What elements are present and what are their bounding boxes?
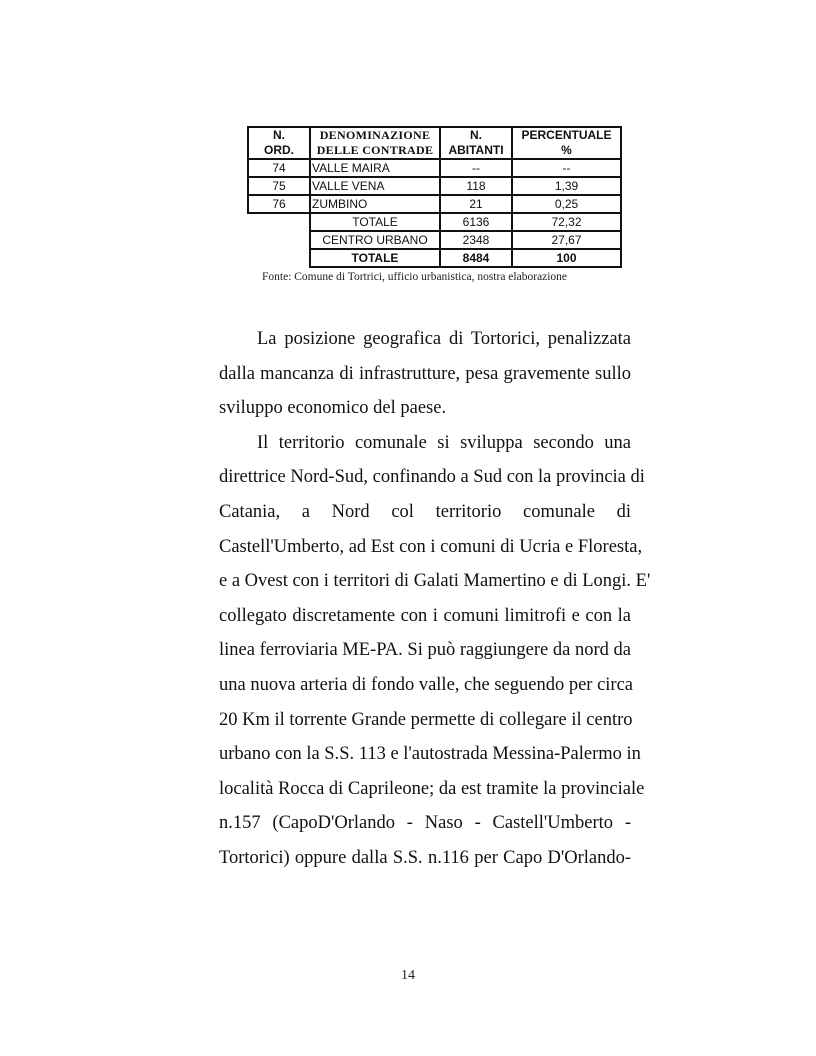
- cell-total-percentuale: 72,32: [512, 213, 621, 231]
- paragraph: [219, 322, 631, 426]
- grand-total-row: [248, 249, 621, 267]
- text-line: sviluppo economico del paese.: [219, 398, 447, 419]
- cell-percentuale: 1,39: [512, 177, 621, 195]
- paragraph: [219, 426, 651, 876]
- text-line: Tortorici) oppure dalla S.S. n.116 per Capo D'Orlando-: [219, 847, 631, 868]
- header-ord: N. ORD.: [248, 127, 310, 159]
- population-table: [247, 126, 622, 268]
- text-line: Il territorio comunale si sviluppa secondo una: [257, 432, 631, 453]
- cell-ord: 75: [248, 177, 310, 195]
- cell-name: VALLE MAIRA: [310, 159, 440, 177]
- cell-total-label: TOTALE: [310, 213, 440, 231]
- cell-ord: 74: [248, 159, 310, 177]
- cell-grand-total-percentuale: 100: [512, 249, 621, 267]
- text-line: località Rocca di Caprileone; da est tramite la provinciale: [219, 778, 645, 799]
- text-line: collegato discretamente con i comuni limitrofi e con la: [219, 605, 631, 626]
- totals-row: [248, 213, 621, 231]
- text-line: direttrice Nord-Sud, confinando a Sud con la provincia di: [219, 467, 645, 488]
- blank-cell: [248, 213, 310, 231]
- text-line: linea ferroviaria ME-PA. Si può raggiungere da nord da: [219, 640, 631, 661]
- cell-total-abitanti: 2348: [440, 231, 512, 249]
- text-line: Castell'Umberto, ad Est con i comuni di Ucria e Floresta,: [219, 536, 643, 557]
- cell-total-percentuale: 27,67: [512, 231, 621, 249]
- cell-total-abitanti: 6136: [440, 213, 512, 231]
- cell-ord: 76: [248, 195, 310, 213]
- cell-name: ZUMBINO: [310, 195, 440, 213]
- header-denominazione: DENOMINAZIONE DELLE CONTRADE: [310, 127, 440, 159]
- text-line: La posizione geografica di Tortorici, penalizzata: [257, 329, 631, 349]
- text-line: urbano con la S.S. 113 e l'autostrada Messina-Palermo in: [219, 744, 641, 765]
- text-line: Catania, a Nord col territorio comunale di: [219, 501, 631, 522]
- cell-total-label: CENTRO URBANO: [310, 231, 440, 249]
- blank-cell: [248, 231, 310, 249]
- page-number: 14: [401, 968, 415, 983]
- text-line: n.157 (CapoD'Orlando - Naso - Castell'Umberto -: [219, 813, 631, 834]
- table-row: [248, 195, 621, 213]
- cell-grand-total-label: TOTALE: [310, 249, 440, 267]
- blank-cell: [248, 249, 310, 267]
- text-line: e a Ovest con i territori di Galati Mamertino e di Longi. E': [219, 571, 651, 592]
- table-header-row: [248, 127, 621, 159]
- table-source-caption: Fonte: Comune di Tortrici, ufficio urbanistica, nostra elaborazione: [262, 271, 568, 283]
- cell-name: VALLE VENA: [310, 177, 440, 195]
- cell-abitanti: --: [440, 159, 512, 177]
- cell-percentuale: --: [512, 159, 621, 177]
- text-line: 20 Km il torrente Grande permette di collegare il centro: [219, 709, 633, 730]
- header-abitanti: N. ABITANTI: [440, 127, 512, 159]
- cell-abitanti: 21: [440, 195, 512, 213]
- totals-row: [248, 231, 621, 249]
- cell-percentuale: 0,25: [512, 195, 621, 213]
- text-line: una nuova arteria di fondo valle, che seguendo per circa: [219, 674, 634, 695]
- cell-abitanti: 118: [440, 177, 512, 195]
- table-row: [248, 177, 621, 195]
- table-row: [248, 159, 621, 177]
- header-percentuale: PERCENTUALE %: [512, 127, 621, 159]
- text-line: dalla mancanza di infrastrutture, pesa gravemente sullo: [219, 363, 631, 384]
- cell-grand-total-abitanti: 8484: [440, 249, 512, 267]
- body-text: [219, 322, 651, 876]
